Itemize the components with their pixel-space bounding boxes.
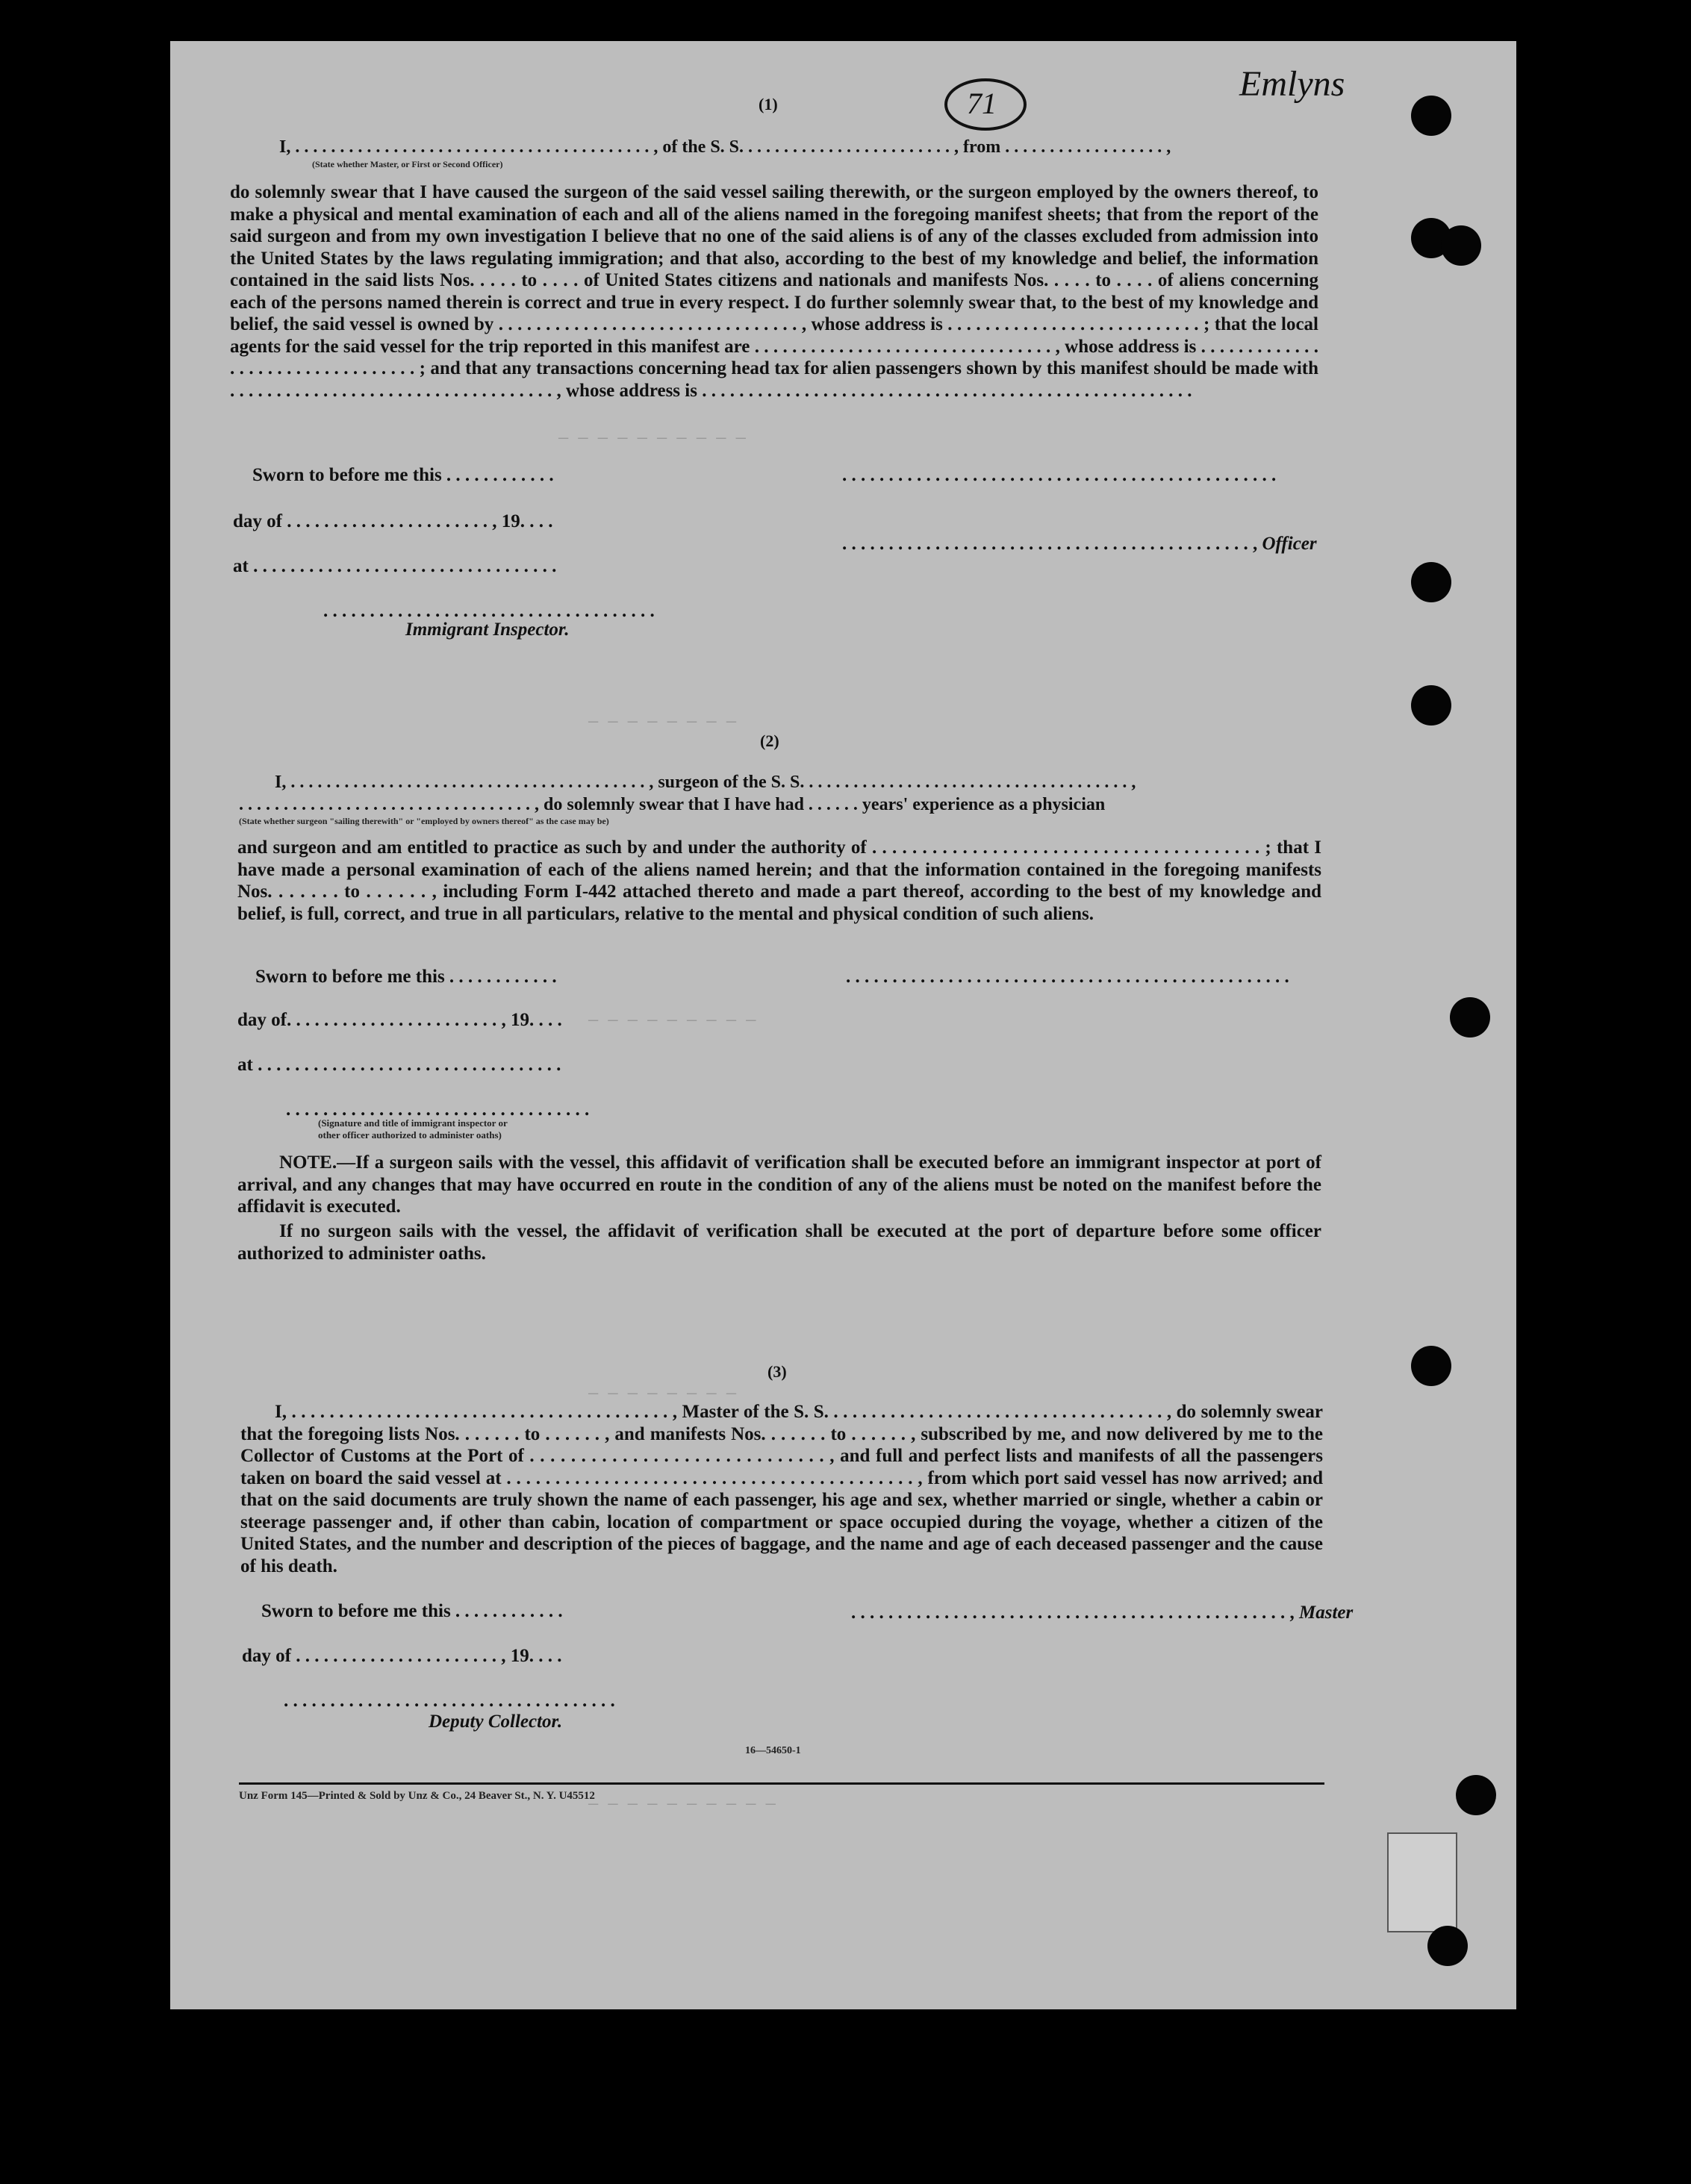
section-2-day: day of. . . . . . . . . . . . . . . . . . . . . . . , 19. . . .	[237, 1010, 562, 1030]
section-2-at: at . . . . . . . . . . . . . . . . . . . . . . . . . . . . . . . . .	[237, 1055, 561, 1075]
section-2-sig-dots: . . . . . . . . . . . . . . . . . . . . . . . . . . . . . . . . .	[286, 1099, 590, 1120]
document-page: — — — — — — — — — — — — — — — — — — — — — — — — — — — — — — — — — — — — — — — — — — — — — 71 Emlyns (1) I, . . . . . . . . . . . . . . . . . . . . . . . . . . . . . . . . . . . . . . . . , of the S. S. . . . . . . . . . . . . . . . . . . . . . . . , from . . . . . . . . . . . . . . . . . . , (State whether Master, or First or Second Officer) do solemnly swear that I have caused the surgeon of the said vessel sailing therewith, or the surgeon employed by the owners thereof, to make a physical and mental examination of each and all of the aliens named in the foregoing manifest sheets; that from the report of the said surgeon and from my own investigation I believe that no one of the said aliens is of any of the classes excluded from admission into the United States by the laws regulating immigration; and that also, according to the best of my knowledge and belief, the information contained in the said lists Nos. . . . . to . . . . of United States citizens and nationals and manifests Nos. . . . . to . . . . of aliens concerning each of the persons named therein is correct and true in every respect. I do further solemnly swear that, to the best of my knowledge and belief, the said vessel is owned by . . . . . . . . . . . . . . . . . . . . . . . . . . . . . . . . , whose address is . . . . . . . . . . . . . . . . . . . . . . . . . . . ; that the local agents for the said vessel for the trip reported in this manifest are . . . . . . . . . . . . . . . . . . . . . . . . . . . . . . . . , whose address is . . . . . . . . . . . . . . . . . . . . . . . . . . . . . . . . . ; and that any transactions concerning head tax for alien passengers shown by this manifest should be made with . . . . . . . . . . . . . . . . . . . . . . . . . . . . . . . . . . . , whose address is . . . . . . . . . . . . . . . . . . . . . . . . . . . . . . . . . . . . . . . . . . . . . . . . . . . . . Sworn to before me this . . . . . . . . . . . . . . . . . . . . . . . . . . . . . . . . . . . . . . . . . . . . . . . . . . . . . . . . . . . day of . . . . . . . . . . . . . . . . . . . . . . , 19. . . . . . . . . . . . . . . . . . . . . . . . . . . . . . . . . . . . . . . . . . . . . . . . , Officer at . . . . . . . . . . . . . . . . . . . . . . . . . . . . . . . . . . . . . . . . . . . . . . . . . . . . . . . . . . . . . . . . . . . . . Immigrant Inspector. (2) I, . . . . . . . . . . . . . . . . . . . . . . . . . . . . . . . . . . . . . . . . , surgeon of the S. S. . . . . . . . . . . . . . . . . . . . . . . . . . . . . . . . . . . . . , . . . . . . . . . . . . . . . . . . . . . . . . . . . . . . . . . , do solemnly swear that I have had . . . . . . years' experience as a physician (State whether surgeon "sailing therewith" or "employed by owners thereof" as the case may be) and surgeon and am entitled to practice as such by and under the authority of . . . . . . . . . . . . . . . . . . . . . . . . . . . . . . . . . . . . . . . ; that I have made a personal examination of each of the aliens named herein; and that the information contained in the foregoing manifests Nos. . . . . . . to . . . . . . , including Form I-442 attached thereto and made a part thereof, according to the best of my knowledge and belief, is full, correct, and true in all particulars, relative to the mental and physical condition of such aliens. Sworn to before me this . . . . . . . . . . . . . . . . . . . . . . . . . . . . . . . . . . . . . . . . . . . . . . . . . . . . . . . . . . . . day of. . . . . . . . . . . . . . . . . . . . . . . , 19. . . . at . . . . . . . . . . . . . . . . . . . . . . . . . . . . . . . . . . . . . . . . . . . . . . . . . . . . . . . . . . . . . . . . . . (Signature and title of immigrant inspector or other officer authorized to administer oaths) NOTE.—If a surgeon sails with the vessel, this affidavit of verification shall be executed before an immigrant inspector at port of arrival, and any changes that may have occurred en route in the condition of any of the aliens must be noted on the manifest before the affidavit is executed. If no surgeon sails with the vessel, the affidavit of verification shall be executed at the port of departure before some officer authorized to administer oaths. (3) I, . . . . . . . . . . . . . . . . . . . . . . . . . . . . . . . . . . . . . . . . , Master of the S. S. . . . . . . . . . . . . . . . . . . . . . . . . . . . . . . . . . . . , do solemnly swear that the foregoing lists Nos. . . . . . . to . . . . . . , and manifests Nos. . . . . . . to . . . . . . , subscribed by me, and now delivered by me to the Collector of Customs at the Port of . . . . . . . . . . . . . . . . . . . . . . . . . . . . . , and full and perfect lists and manifests of all the passengers taken on board the said vessel at . . . . . . . . . . . . . . . . . . . . . . . . . . . . . . . . . . . . . . . . . . , from which port said vessel has now arrived; and that on the said documents are truly shown the name of each passenger, his age and sex, whether married or single, whether a cabin or steerage passenger and, if other than cabin, location of compartment or space occupied during the voyage, whether a citizen of the United States, and the number and description of the pieces of baggage, and the name and age of each deceased passenger and the cause of his death. Sworn to before me this . . . . . . . . . . . . . . . . . . . . . . . . . . . . . . . . . . . . . . . . . . . . . . . . . . . . . . . . . . . , Master day of . . . . . . . . . . . . . . . . . . . . . . , 19. . . . . . . . . . . . . . . . . . . . . . . . . . . . . . . . . . . . . . . . Deputy Collector. 16—54650-1 Unz Form 145—Printed & Sold by Unz & Co., 24 Beaver St., N. Y. U45512	[170, 41, 1516, 2009]
section-1-officer-line	[842, 534, 1317, 555]
punch-hole	[1411, 685, 1451, 726]
section-1-first-line-note: (State whether Master, or First or Second Officer)	[312, 159, 503, 169]
section-3-sworn: Sworn to before me this . . . . . . . . . . . .	[261, 1601, 563, 1621]
section-2-second-line-note: (State whether surgeon "sailing therewith" or "employed by owners thereof" as the case may be)	[239, 816, 609, 826]
section-2-sworn: Sworn to before me this . . . . . . . . . . . .	[255, 967, 557, 987]
punch-hole	[1411, 96, 1451, 136]
section-2-second-line: . . . . . . . . . . . . . . . . . . . . . . . . . . . . . . . . . , do solemnly swear that I have had . . . . . . years' experience as a physician	[239, 795, 1106, 814]
section-2-note-1: NOTE.—If a surgeon sails with the vessel, this affidavit of verification shall be executed before an immigrant inspector at port of arrival, and any changes that may have occurred en route in the condition of any of the aliens must be noted on the manifest before the affidavit is executed.	[237, 1152, 1321, 1217]
section-3-master-label: Master	[1299, 1603, 1354, 1623]
handwritten-note: Emlyns	[1239, 64, 1345, 104]
section-3-form-code: 16—54650-1	[745, 1745, 801, 1756]
section-1-officer-label: Officer	[1262, 534, 1317, 554]
section-1-officer-line-dots: . . . . . . . . . . . . . . . . . . . . . . . . . . . . . . . . . . . . . . . . . . . . ,	[842, 534, 1262, 554]
section-2-number: (2)	[760, 731, 779, 750]
section-1-at: at . . . . . . . . . . . . . . . . . . . . . . . . . . . . . . . . .	[233, 556, 557, 576]
section-3-master-dots: . . . . . . . . . . . . . . . . . . . . . . . . . . . . . . . . . . . . . . . . . . . . . . . ,	[851, 1603, 1299, 1623]
section-3-day: day of . . . . . . . . . . . . . . . . . . . . . . , 19. . . .	[242, 1646, 562, 1666]
section-2-note-2: If no surgeon sails with the vessel, the affidavit of verification shall be executed at the port of departure before some officer authorized to administer oaths.	[237, 1221, 1321, 1264]
section-1-number: (1)	[759, 95, 778, 113]
section-3-sig-dots: . . . . . . . . . . . . . . . . . . . . . . . . . . . . . . . . . . . .	[284, 1691, 615, 1711]
punch-hole	[1411, 1346, 1451, 1386]
punch-hole	[1450, 997, 1490, 1038]
section-1-day: day of . . . . . . . . . . . . . . . . . . . . . . , 19. . . .	[233, 511, 553, 531]
section-2-body: and surgeon and am entitled to practice as such by and under the authority of . . . . . . . . . . . . . . . . . . . . . . . . . . . . . . . . . . . . . . . ; that I have made a personal examination of each of the aliens named herein; and that the information contained in the foregoing manifests Nos. . . . . . . to . . . . . . , including Form I-442 attached thereto and made a part thereof, according to the best of my knowledge and belief, is full, correct, and true in all particulars, relative to the mental and physical condition of such aliens.	[237, 837, 1321, 924]
footer-rule	[239, 1782, 1324, 1785]
punch-hole	[1456, 1775, 1496, 1815]
section-3-number: (3)	[767, 1362, 787, 1381]
section-1-inspector-label: Immigrant Inspector.	[405, 620, 570, 640]
section-3-master-line	[851, 1603, 1353, 1623]
punch-hole	[1441, 225, 1481, 266]
circled-number-text: 71	[967, 87, 997, 120]
section-1-first-line: I, . . . . . . . . . . . . . . . . . . . . . . . . . . . . . . . . . . . . . . . . , of the S. S. . . . . . . . . . . . . . . . . . . . . . . . , from . . . . . . . . . . . . . . . . . . ,	[279, 137, 1171, 157]
section-3-body: I, . . . . . . . . . . . . . . . . . . . . . . . . . . . . . . . . . . . . . . . . , Master of the S. S. . . . . . . . . . . . . . . . . . . . . . . . . . . . . . . . . . . . , do solemnly swear that the foregoing lists Nos. . . . . . . to . . . . . . , and manifests Nos. . . . . . . to . . . . . . , subscribed by me, and now delivered by me to the Collector of Customs at the Port of . . . . . . . . . . . . . . . . . . . . . . . . . . . . . , and full and perfect lists and manifests of all the passengers taken on board the said vessel at . . . . . . . . . . . . . . . . . . . . . . . . . . . . . . . . . . . . . . . . . . , from which port said vessel has now arrived; and that on the said documents are truly shown the name of each passenger, his age and sex, whether married or single, whether a cabin or steerage passenger and, if other than cabin, location of compartment or space occupied during the voyage, whether a citizen of the United States, and the number and description of the pieces of baggage, and the name and age of each deceased passenger and the cause of his death.	[240, 1402, 1323, 1576]
section-2-sig-note-1: (Signature and title of immigrant inspector or	[318, 1117, 508, 1129]
punch-hole	[1411, 562, 1451, 602]
circled-page-number	[944, 78, 1027, 131]
section-1-body: do solemnly swear that I have caused the surgeon of the said vessel sailing therewith, or the surgeon employed by the owners thereof, to make a physical and mental examination of each and all of the aliens named in the foregoing manifest sheets; that from the report of the said surgeon and from my own investigation I believe that no one of the said aliens is of any of the classes excluded from admission into the United States by the laws regulating immigration; and that also, according to the best of my knowledge and belief, the information contained in the said lists Nos. . . . . to . . . . of United States citizens and nationals and manifests Nos. . . . . to . . . . of aliens concerning each of the persons named therein is correct and true in every respect. I do further solemnly swear that, to the best of my knowledge and belief, the said vessel is owned by . . . . . . . . . . . . . . . . . . . . . . . . . . . . . . . . , whose address is . . . . . . . . . . . . . . . . . . . . . . . . . . . ; that the local agents for the said vessel for the trip reported in this manifest are . . . . . . . . . . . . . . . . . . . . . . . . . . . . . . . . , whose address is . . . . . . . . . . . . . . . . . . . . . . . . . . . . . . . . . ; and that any transactions concerning head tax for alien passengers shown by this manifest should be made with . . . . . . . . . . . . . . . . . . . . . . . . . . . . . . . . . . . , whose address is . . . . . . . . . . . . . . . . . . . . . . . . . . . . . . . . . . . . . . . . . . . . . . . . . . . . .	[230, 182, 1318, 401]
section-3-collector-label: Deputy Collector.	[429, 1712, 563, 1732]
section-2-sig-note-2: other officer authorized to administer oaths)	[318, 1129, 502, 1141]
section-2-first-line: I, . . . . . . . . . . . . . . . . . . . . . . . . . . . . . . . . . . . . . . . . , surgeon of the S. S. . . . . . . . . . . . . . . . . . . . . . . . . . . . . . . . . . . . . ,	[275, 773, 1136, 792]
section-1-sworn: Sworn to before me this . . . . . . . . . . . .	[252, 465, 554, 485]
corner-stamp	[1387, 1832, 1457, 1932]
punch-hole	[1427, 1926, 1468, 1966]
section-1-officer-dots: . . . . . . . . . . . . . . . . . . . . . . . . . . . . . . . . . . . . . . . . . . . . . . .	[842, 465, 1277, 485]
section-1-sig-dots: . . . . . . . . . . . . . . . . . . . . . . . . . . . . . . . . . . . .	[323, 601, 655, 621]
footer-printer: Unz Form 145—Printed & Sold by Unz & Co., 24 Beaver St., N. Y. U45512	[239, 1790, 595, 1802]
section-2-right-dots: . . . . . . . . . . . . . . . . . . . . . . . . . . . . . . . . . . . . . . . . . . . . . . . .	[846, 967, 1289, 987]
